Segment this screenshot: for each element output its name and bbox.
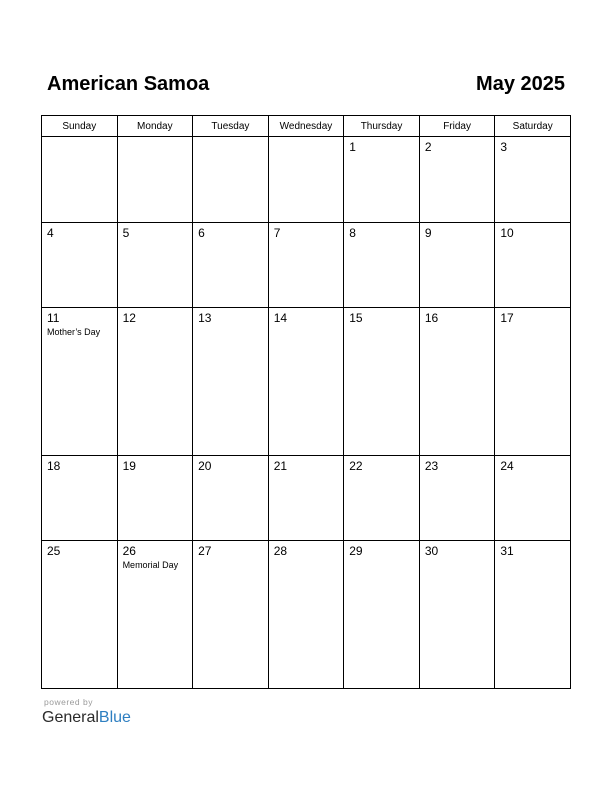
day-cell bbox=[495, 137, 571, 223]
day-cell bbox=[268, 308, 344, 456]
day-number: 11 bbox=[47, 311, 60, 326]
day-cell bbox=[495, 455, 571, 541]
day-cell bbox=[193, 541, 269, 689]
day-cell bbox=[344, 455, 420, 541]
day-cell bbox=[495, 541, 571, 689]
day-cell bbox=[344, 137, 420, 223]
holiday-label: Mother’s Day bbox=[47, 327, 101, 338]
day-cell bbox=[117, 541, 193, 689]
day-number: 8 bbox=[349, 225, 356, 240]
day-number: 10 bbox=[500, 225, 514, 240]
day-number: 23 bbox=[424, 458, 439, 473]
weekday-header: Tuesday bbox=[193, 116, 269, 137]
week-row bbox=[42, 541, 571, 689]
day-number: 1 bbox=[349, 140, 356, 154]
day-cell bbox=[117, 308, 193, 456]
day-cell bbox=[495, 308, 571, 456]
day-cell bbox=[42, 222, 118, 308]
weekday-header: Monday bbox=[117, 116, 193, 137]
day-cell bbox=[344, 541, 420, 689]
day-cell bbox=[42, 541, 118, 689]
day-cell bbox=[42, 455, 118, 541]
day-number: 24 bbox=[500, 458, 514, 473]
weekday-header-row bbox=[42, 116, 571, 137]
day-number: 21 bbox=[273, 458, 288, 473]
day-number: 22 bbox=[349, 458, 363, 473]
logo-text-general: General bbox=[42, 709, 99, 726]
week-row bbox=[42, 222, 571, 308]
day-number: 2 bbox=[424, 140, 432, 154]
day-cell bbox=[193, 455, 269, 541]
day-number: 17 bbox=[500, 311, 514, 326]
day-number: 19 bbox=[122, 458, 136, 473]
day-number: 15 bbox=[349, 311, 363, 326]
day-number: 14 bbox=[273, 311, 288, 326]
logo-text-blue: Blue bbox=[98, 709, 131, 726]
day-cell bbox=[419, 222, 495, 308]
day-cell bbox=[42, 308, 118, 456]
country-title: American Samoa bbox=[47, 73, 210, 95]
day-cell bbox=[495, 222, 571, 308]
day-cell bbox=[117, 455, 193, 541]
day-number: 30 bbox=[424, 544, 439, 559]
day-number: 3 bbox=[500, 140, 508, 154]
day-cell bbox=[193, 222, 269, 308]
generalblue-logo[interactable] bbox=[42, 708, 131, 728]
week-row bbox=[42, 137, 571, 223]
day-number: 29 bbox=[349, 544, 363, 559]
day-number: 16 bbox=[424, 311, 439, 326]
day-cell bbox=[344, 308, 420, 456]
day-number: 6 bbox=[198, 225, 205, 240]
day-number: 12 bbox=[122, 311, 136, 326]
day-number: 13 bbox=[198, 311, 212, 326]
day-cell bbox=[419, 308, 495, 456]
holiday-label: Memorial Day bbox=[122, 560, 179, 571]
day-cell bbox=[268, 541, 344, 689]
weekday-header: Friday bbox=[419, 116, 495, 137]
day-number: 5 bbox=[122, 225, 130, 240]
day-cell bbox=[268, 222, 344, 308]
day-cell bbox=[419, 455, 495, 541]
day-number: 31 bbox=[500, 544, 514, 559]
calendar-grid bbox=[41, 115, 571, 689]
day-number: 20 bbox=[198, 458, 212, 473]
day-cell bbox=[268, 137, 344, 223]
day-number: 25 bbox=[47, 544, 61, 559]
day-number: 4 bbox=[47, 225, 54, 240]
day-number: 28 bbox=[273, 544, 288, 559]
powered-by-label: powered by bbox=[44, 697, 93, 707]
weekday-header: Thursday bbox=[344, 116, 420, 137]
day-number: 26 bbox=[122, 544, 136, 559]
day-cell bbox=[193, 137, 269, 223]
day-number: 7 bbox=[273, 225, 281, 240]
day-cell bbox=[117, 222, 193, 308]
day-cell bbox=[268, 455, 344, 541]
weekday-header: Saturday bbox=[495, 116, 571, 137]
month-year-title: May 2025 bbox=[476, 73, 565, 95]
day-cell bbox=[42, 137, 118, 223]
day-cell bbox=[419, 541, 495, 689]
day-cell bbox=[193, 308, 269, 456]
day-number: 18 bbox=[47, 458, 61, 473]
day-cell bbox=[344, 222, 420, 308]
day-number: 9 bbox=[424, 225, 432, 240]
week-row bbox=[42, 308, 571, 456]
day-cell bbox=[419, 137, 495, 223]
day-cell bbox=[117, 137, 193, 223]
weekday-header: Sunday bbox=[42, 116, 118, 137]
day-number: 27 bbox=[198, 544, 212, 559]
week-row bbox=[42, 455, 571, 541]
weekday-header: Wednesday bbox=[268, 116, 344, 137]
